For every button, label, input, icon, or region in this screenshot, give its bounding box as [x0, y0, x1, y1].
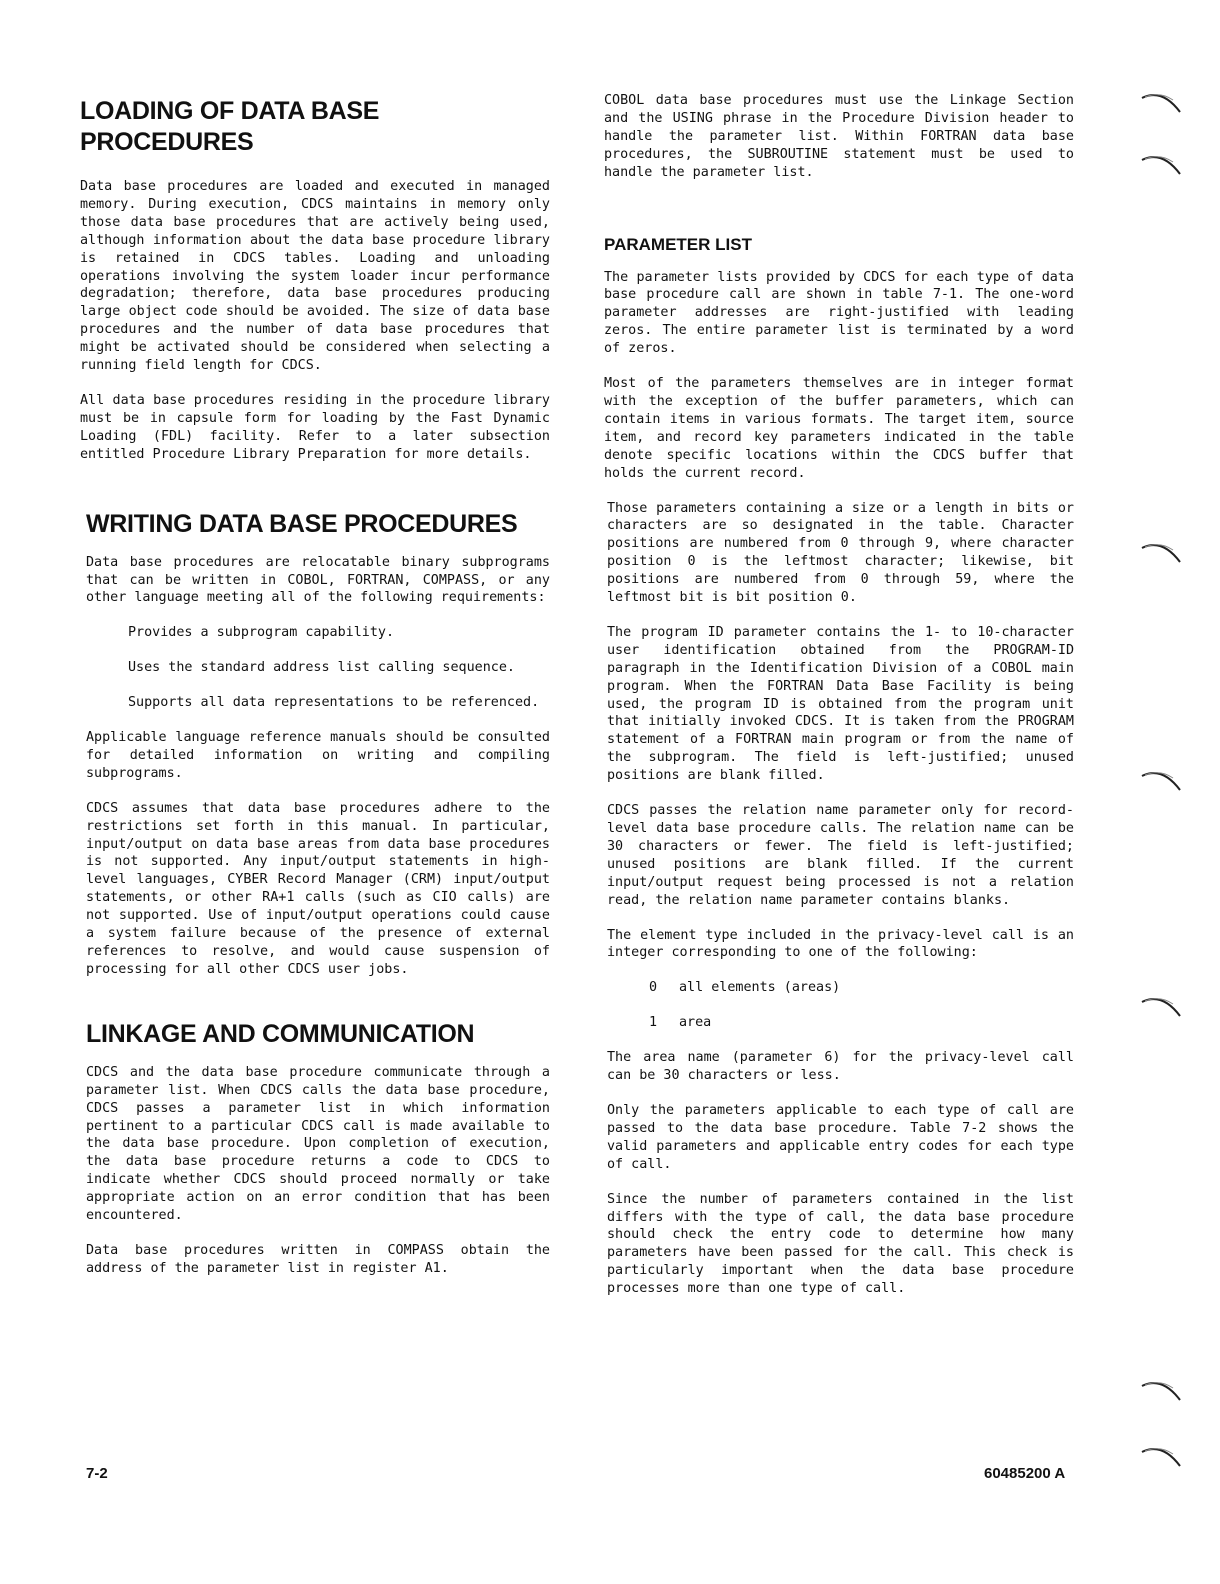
binder-hole-mark-icon	[1140, 536, 1184, 578]
heading-parameter-list: PARAMETER LIST	[604, 234, 752, 254]
param-paragraph-8: Only the parameters applicable to each type of call are passed to the data base procedure. Table 7-2 shows the valid parameters and applicable entry codes for each type of call.	[607, 1102, 1074, 1172]
heading-writing: WRITING DATA BASE PROCEDURES	[86, 509, 518, 538]
param-paragraph-7: The area name (parameter 6) for the privacy-level call can be 30 characters or less.	[607, 1050, 1074, 1084]
param-paragraph-6: The element type included in the privacy-level call is an integer corresponding to one of the following:	[607, 927, 1074, 961]
binder-hole-mark-icon	[1140, 764, 1184, 806]
binder-hole-mark-icon	[1140, 1374, 1184, 1416]
param-paragraph-1: The parameter lists provided by CDCS for each type of data base procedure call are shown in table 7-1. The one-word parameter addresses are right-justified with leading zeros. The entire parameter list is terminated by a word of zeros.	[604, 269, 1074, 357]
element-type-code	[607, 1014, 1074, 1032]
binder-hole-mark-icon	[1140, 148, 1184, 190]
heading-loading-line1: LOADING OF DATA BASE	[80, 97, 380, 125]
loading-paragraph-2: All data base procedures residing in the procedure library must be in capsule form for loading by the Fast Dynamic Loading (FDL) facility. Refer to a later subsection entitled Procedure Library Preparation for more details.	[80, 392, 550, 462]
param-paragraph-9: Since the number of parameters contained in the list differs with the type of call, the data base procedure should check the entry code to determine how many parameters have been passed for the call. This check is particularly important when the data base procedure processes more than one type of call.	[607, 1191, 1074, 1297]
element-type-text: all elements (areas)	[679, 980, 841, 996]
requirement-item: Provides a subprogram capability.	[128, 625, 395, 641]
element-type-text: area	[679, 1015, 712, 1031]
writing-paragraph-2: Applicable language reference manuals should be consulted for detailed information on writing and compiling subprograms.	[86, 730, 550, 781]
heading-linkage: LINKAGE AND COMMUNICATION	[86, 1019, 475, 1048]
linkage-paragraph-1: CDCS and the data base procedure communicate through a parameter list. When CDCS calls the data base procedure, CDCS passes a parameter list in which information pertinent to a particular CDCS call is made available to the data base procedure. Upon completion of execution, the data base procedure returns a code to CDCS to indicate whether CDCS should proceed normally or take appropriate action on an error condition that has been encountered.	[86, 1064, 550, 1224]
requirement-item: Supports all data representations to be referenced.	[128, 695, 540, 711]
left-column	[80, 92, 550, 1278]
writing-paragraph-3: CDCS assumes that data base procedures adhere to the restrictions set forth in this manual. In particular, input/output on data base areas from data base procedures is not supported. Any input/output statements in high-level languages, CYBER Record Manager (CRM) input/output statements, or other RA+1 calls (such as CIO calls) are not supported. Use of input/output operations could cause a system failure because of the presence of external references to resolve, and would cause suspension of processing for all other CDCS user jobs.	[86, 800, 550, 977]
param-paragraph-3: Those parameters containing a size or a length in bits or characters are so designated in the table. Character positions are numbered from 0 through 9, where character position 0 is the leftmost character; likewise, bit positions are numbered from 0 through 59, where the leftmost bit is bit position 0.	[607, 500, 1074, 606]
page-number: 7-2	[86, 1465, 108, 1482]
linkage-paragraph-2: Data base procedures written in COMPASS obtain the address of the parameter list in register A1.	[86, 1242, 550, 1276]
element-type-number: 0	[649, 980, 658, 996]
cobol-paragraph: COBOL data base procedures must use the Linkage Section and the USING phrase in the Procedure Division header to handle the parameter list. Within FORTRAN data base procedures, the SUBROUTINE statement must be used to handle the parameter list.	[604, 93, 1074, 180]
right-column	[604, 92, 1074, 1298]
loading-paragraph-1: Data base procedures are loaded and executed in managed memory. During execution, CDCS maintains in memory only those data base procedures that are actively being used, although information about the data base procedure library is retained in CDCS tables. Loading and unloading operations involving the system loader incur performance degradation; therefore, data base procedures producing large object code should be avoided. The size of data base procedures and the number of data base procedures that might be activated should be considered when selecting a running field length for CDCS.	[80, 179, 550, 374]
param-paragraph-5: CDCS passes the relation name parameter only for record-level data base procedure calls. The relation name can be 30 characters or fewer. The field is left-justified; unused positions are blank filled. If the current input/output request being processed is not a relation read, the relation name parameter contains blanks.	[607, 803, 1074, 908]
binder-hole-mark-icon	[1140, 86, 1184, 128]
heading-loading-line2: PROCEDURES	[80, 128, 254, 156]
requirement-item: Uses the standard address list calling sequence.	[128, 660, 515, 676]
param-paragraph-2: Most of the parameters themselves are in integer format with the exception of the buffer parameters, which can contain items in various formats. The target item, source item, and record key parameters indicated in the table denote specific locations within the CDCS buffer that holds the current record.	[604, 376, 1074, 481]
binder-hole-mark-icon	[1140, 1440, 1184, 1482]
document-number: 60485200 A	[984, 1465, 1066, 1482]
element-type-number: 1	[649, 1015, 658, 1031]
binder-hole-mark-icon	[1140, 990, 1184, 1032]
param-paragraph-4: The program ID parameter contains the 1- to 10-character user identification obtained from the PROGRAM-ID paragraph in the Identification Division of a COBOL main program. When the FORTRAN Data Base Facility is being used, the program ID is obtained from the program unit that initially invoked CDCS. It is taken from the PROGRAM statement of a FORTRAN main program or from the name of the subprogram. The field is left-justified; unused positions are blank filled.	[607, 624, 1074, 784]
element-type-code	[607, 979, 1074, 997]
heading-loading	[80, 96, 550, 158]
writing-paragraph-1: Data base procedures are relocatable binary subprograms that can be written in COBOL, FORTRAN, COMPASS, or any other language meeting all of the following requirements:	[86, 554, 550, 606]
